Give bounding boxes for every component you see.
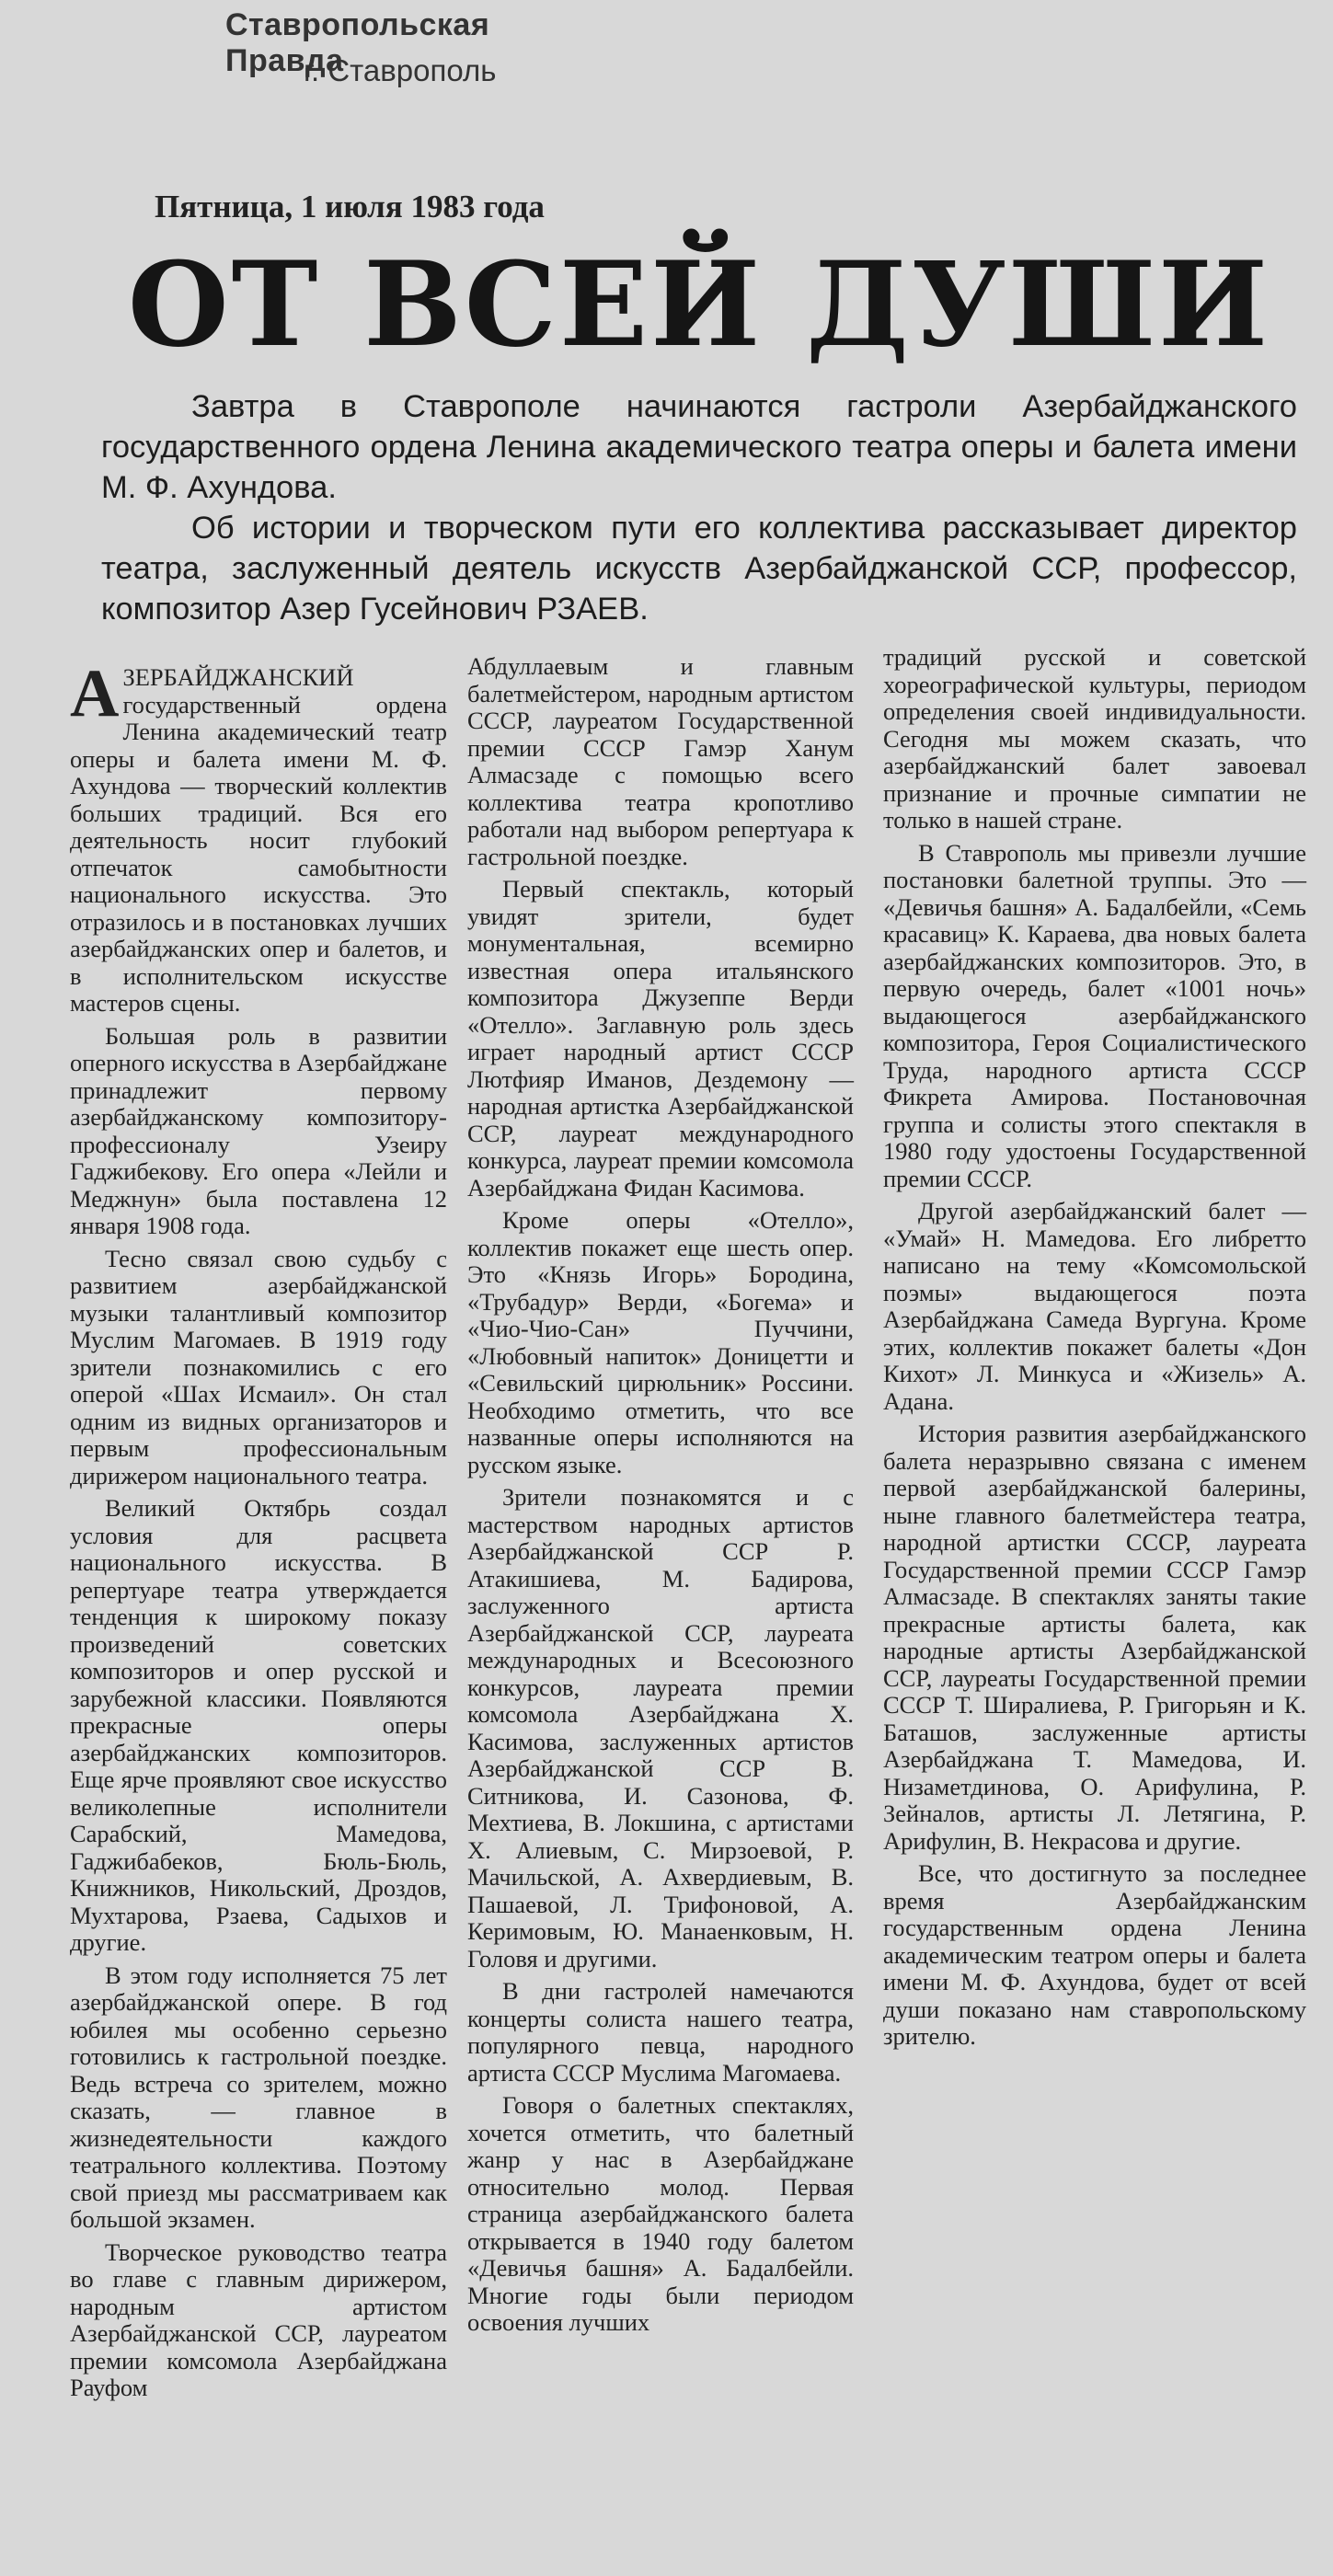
body-paragraph: Зрители познакомятся и с мастерством народных артистов Азербайджанской ССР Р. Атакишиева, М. Бадирова, заслуженного артиста Азербайджанской ССР, лауреата международных и Всесоюзного конкурсов, лауреата премии комсомола Азербайджана Х. Касимова, заслуженных артистов Азербайджанской ССР В. Ситникова, И. Сазонова, Ф. Мехтиева, В. Локшина, с артистами Х. Алиевым, С. Мирзоевой, Р. Мачильской, А. Ахвердиевым, В. Пашаевой, Л. Трифоновой, А. Керимовым, Ю. Манаенковым, Н. Головя и другими.: [467, 1483, 854, 1972]
body-paragraph-text: ЗЕРБАЙДЖАНСКИЙ государственный ордена Ленина академический театр оперы и балета имени М. Ф. Ахундова — творческий коллектив больших традиций. Вся его деятельность носит глубокий отпечаток самобытности национального искусства. Это отразилось и в постановках лучших азербайджанских опер и балетов, и в исполнительском искусстве мастеров сцены.: [70, 663, 447, 1017]
newspaper-name: Ставропольская Правда: [225, 7, 490, 78]
body-paragraph: История развития азербайджанского балета неразрывно связана с именем первой азербайджанской балерины, ныне главного балетмейстера театра, народной артистки СССР, лауреата Государственной премии СССР Гамэр Алмасзаде. В спектаклях заняты такие прекрасные артисты балета, как народные артисты Азербайджанской ССР, лауреаты Государственной премии СССР Т. Ширалиева, Р. Григорьян и К. Баташов, заслуженные артисты Азербайджана Т. Мамедова, И. Низаметдинова, О. Арифулина, Р. Зейналов, артисты Л. Летягина, Р. Арифулин, В. Некрасова и другие.: [883, 1420, 1306, 1855]
issue-date: Пятница, 1 июля 1983 года: [155, 189, 545, 224]
newspaper-city: г. Ставрополь: [304, 53, 497, 87]
body-paragraph: Тесно связал свою судьбу с развитием азербайджанской музыки талантливый композитор Муслим Магомаев. В 1919 году зрители познакомились с его оперой «Шах Исмаил». Он стал одним из видных организаторов и первым профессиональным дирижером национального театра.: [70, 1244, 447, 1489]
article-headline: ОТ ВСЕЙ ДУШИ: [127, 236, 1271, 373]
article-column-2: [467, 653, 854, 2342]
body-paragraph: Кроме оперы «Отелло», коллектив покажет еще шесть опер. Это «Князь Игорь» Бородина, «Трубадур» Верди, «Богема» и «Чио-Чио-Сан» Пуччини, «Любовный напиток» Доницетти и «Севильский цирюльник» Россини. Необходимо отметить, что все названные оперы исполняются на русском языке.: [467, 1206, 854, 1478]
drop-cap: А: [70, 656, 120, 731]
body-paragraph: Говоря о балетных спектаклях, хочется отметить, что балетный жанр у нас в Азербайджане относительно молод. Первая страница азербайджанского балета открывается в 1940 году балетом «Девичья башня» А. Бадалбейли. Многие годы были периодом освоения лучших: [467, 2091, 854, 2336]
body-paragraph: Абдуллаевым и главным балетмейстером, народным артистом СССР, лауреатом Государственной премии СССР Гамэр Ханум Алмасзаде с помощью всего коллектива театра кропотливо работали над выбором репертуара к гастрольной поездке.: [467, 652, 854, 870]
body-paragraph: Творческое руководство театра во главе с главным дирижером, народным артистом Азербайджанской ССР, лауреатом премии комсомола Азербайджана Рауфом: [70, 2237, 447, 2401]
body-paragraph: Первый спектакль, который увидят зрители, будет монументальная, всемирно известная опера итальянского композитора Джузеппе Верди «Отелло». Заглавную роль здесь играет народный артист СССР Лютфияр Иманов, Дездемону — народная артистка Азербайджанской ССР, лауреат международного конкурса, лауреат премии комсомола Азербайджана Фидан Касимова.: [467, 875, 854, 1202]
lead-paragraph: Об истории и творческом пути его коллектива рассказывает директор театра, заслуженный деятель искусств Азербайджанской ССР, профессор, композитор Азер Гусейнович РЗАЕВ.: [101, 511, 1297, 627]
body-paragraph: Великий Октябрь создал условия для расцвета национального искусства. В репертуаре театра утверждается тенденция к широкому показу произведений советских композиторов и опер русской и зарубежной классики. Появляются прекрасные оперы азербайджанских композиторов. Еще ярче проявляют свое искусство великолепные исполнители Сарабский, Мамедова, Гаджибабеков, Бюль-Бюль, Книжников, Никольский, Дроздов, Мухтарова, Рзаева, Садыхов и другие.: [70, 1494, 447, 1956]
body-paragraph: Другой азербайджанский балет — «Умай» Н. Мамедова. Его либретто написано на тему «Комсомольской поэмы» выдающегося поэта Азербайджана Самеда Вургуна. Кроме этих, коллектив покажет балеты «Дон Кихот» Л. Минкуса и «Жизель» А. Адана.: [883, 1197, 1306, 1415]
body-paragraph: В дни гастролей намечаются концерты солиста нашего театра, популярного певца, народного артиста СССР Муслима Магомаева.: [467, 1977, 854, 2087]
article-lead: [101, 386, 1297, 629]
body-paragraph: Все, что достигнуто за последнее время Азербайджанским государственным ордена Ленина академическим театром оперы и балета имени М. Ф. Ахундова, будет от всей души показано нам ставропольскому зрителю.: [883, 1859, 1306, 2050]
lead-paragraph: Завтра в Ставрополе начинаются гастроли Азербайджанского государственного ордена Ленина академического театра оперы и балета имени М. Ф. Ахундова.: [101, 389, 1297, 505]
body-paragraph: Большая роль в развитии оперного искусства в Азербайджане принадлежит первому азербайджанскому композитору-профессионалу Узеиру Гаджибекову. Его опера «Лейли и Меджнун» была поставлена 12 января 1908 года.: [70, 1021, 447, 1239]
body-paragraph: традиций русской и советской хореографической культуры, периодом определения своей индивидуальности. Сегодня мы можем сказать, что азербайджанский балет завоевал признание и прочные симпатии не только в нашей стране.: [883, 643, 1306, 834]
newspaper-stamp: [83, 0, 570, 224]
body-paragraph: [70, 656, 447, 1018]
article-column-3: [883, 644, 1306, 2056]
body-paragraph: В Ставрополь мы привезли лучшие постановки балетной труппы. Это — «Девичья башня» А. Бадалбейли, «Семь красавиц» К. Караева, два новых балета азербайджанских композиторов. Это, в первую очередь, балет «1001 ночь» выдающегося азербайджанского композитора, Героя Социалистического Труда, народного артиста СССР Фикрета Амирова. Постановочная группа и солисты этого спектакля в 1980 году удостоены Государственной премии СССР.: [883, 838, 1306, 1192]
article-column-1: [70, 656, 447, 2408]
body-paragraph: В этом году исполняется 75 лет азербайджанской опере. В год юбилея мы особенно серьезно готовились к гастрольной поездке. Ведь встреча со зрителем, можно сказать, — главное в жизнедеятельности каждого театрального коллектива. Поэтому свой приезд мы рассматриваем как большой экзамен.: [70, 1961, 447, 2233]
